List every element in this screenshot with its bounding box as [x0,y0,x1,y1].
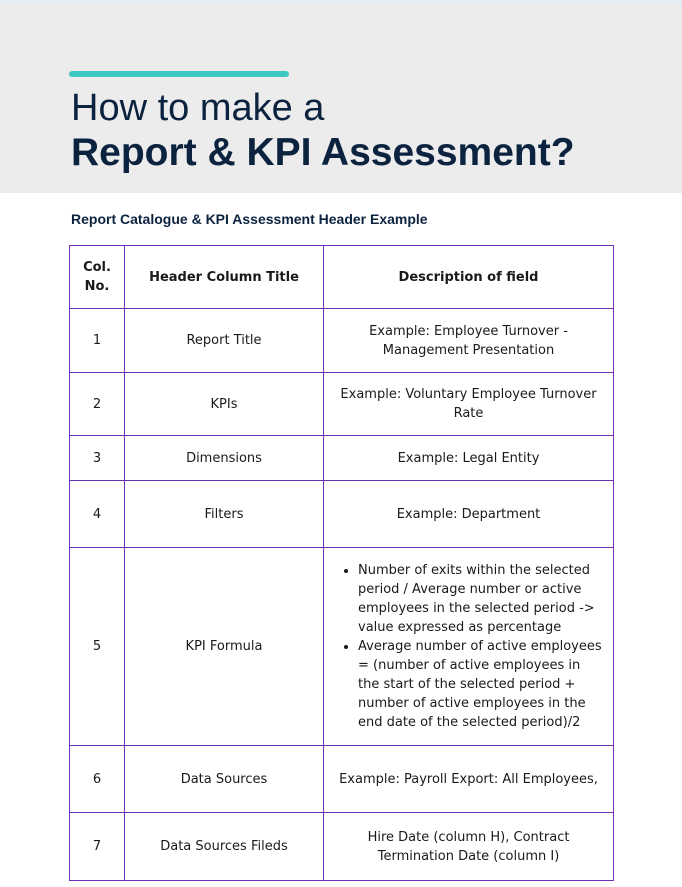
row-number: 4 [70,481,125,548]
row-number: 1 [70,309,125,373]
row-description: Example: Voluntary Employee Turnover Rate [324,373,614,436]
row-title: KPI Formula [125,548,324,746]
formula-list [334,561,603,732]
page-title-line1: How to make a [71,87,325,129]
row-title: Data Sources [125,746,324,813]
row-description: Example: Employee Turnover - Management Presentation [324,309,614,373]
formula-item: • Number of exits within the selected period / Average number or active employees in the selected period -> value expressed as percentage [358,561,603,637]
row-number: 5 [70,548,125,746]
row-number: 2 [70,373,125,436]
description-header: Description of field [324,246,614,309]
row-title: Dimensions [125,436,324,481]
table-row [70,548,614,746]
page-title-line2: Report & KPI Assessment? [71,131,575,174]
row-description: Hire Date (column H), Contract Termination Date (column I) [324,813,614,881]
row-title: KPIs [125,373,324,436]
col-no-header: Col. No. [70,246,125,309]
accent-bar [69,71,289,77]
formula-item: • Average number of active employees = (number of active employees in the start of the selected period + number of active employees in the end date of the selected period)/2 [358,637,603,732]
kpi-header-table [69,245,614,881]
row-number: 3 [70,436,125,481]
row-description: Example: Legal Entity [324,436,614,481]
table-row [70,373,614,436]
column-title-header: Header Column Title [125,246,324,309]
table-row [70,309,614,373]
row-number: 6 [70,746,125,813]
row-title: Report Title [125,309,324,373]
row-description: Example: Payroll Export: All Employees, [324,746,614,813]
table-row [70,746,614,813]
row-number: 7 [70,813,125,881]
row-description [324,548,614,746]
row-title: Data Sources Fileds [125,813,324,881]
table-row [70,481,614,548]
section-subtitle: Report Catalogue & KPI Assessment Header Example [71,211,428,227]
row-description: Example: Department [324,481,614,548]
table-row [70,436,614,481]
table-row [70,813,614,881]
table-header-row [70,246,614,309]
row-title: Filters [125,481,324,548]
